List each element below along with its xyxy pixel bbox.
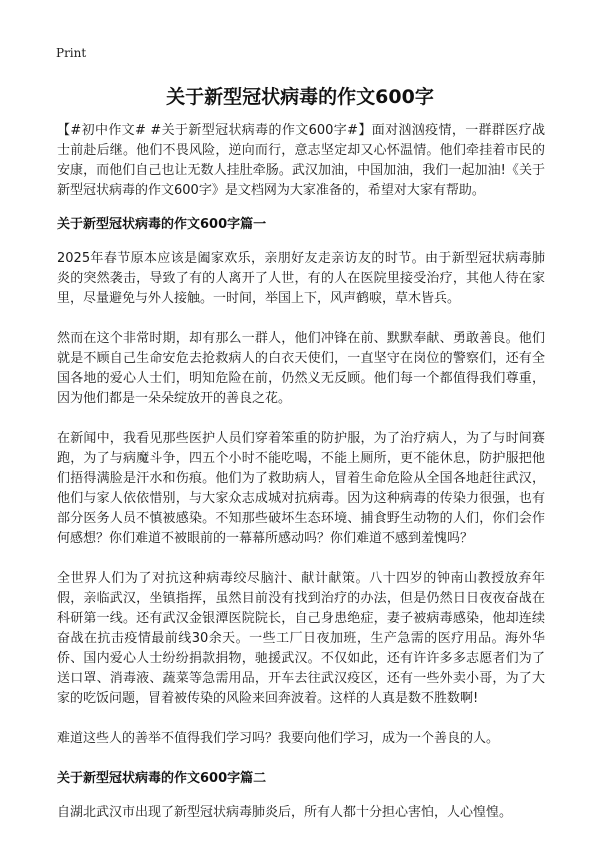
section-2-paragraph-1: 自湖北武汉市出现了新型冠状病毒肺炎后，所有人都十分担心害怕，人心惶惶。	[57, 805, 513, 820]
page-title: 关于新型冠状病毒的作文600字	[166, 86, 434, 108]
section-1-paragraph-3: 在新闻中，我看见那些医护人员们穿着笨重的防护服，为了治疗病人，为了与时间赛跑，为了与病魔斗争，四五个小时不能吃喝，不能上厕所，更不能休息，防护服把他们捂得满脸是汗水和伤痕。他们为了救助病人，冒着生命危险从全国各地赶往武汉，他们与家人依依惜别，与大家众志成城对抗病毒。因为这种病毒的传染力很强，也有部分医务人员不慎被感染。不知那些破坏生态环境、捕食野生动物的人们，你们会作何感想？你们难道不被眼前的一幕幕所感动吗？你们难道不感到羞愧吗？	[57, 431, 545, 546]
intro-paragraph: 【#初中作文# #关于新型冠状病毒的作文600字#】面对汹汹疫情，一群群医疗战士前赴后继。他们不畏风险，逆向而行，意志坚定却又心怀温情。他们牵挂着市民的安康，而他们自己也让无数人挂肚牵肠。武汉加油，中国加油，我们一起加油!《关于新型冠状病毒的作文600字》是文档网为大家准备的，希望对大家有帮助。	[57, 123, 545, 198]
section-2-heading: 关于新型冠状病毒的作文600字篇二	[57, 771, 267, 786]
article-body	[57, 121, 545, 843]
print-link[interactable]: Print	[56, 46, 87, 60]
section-1-paragraph-2: 然而在这个非常时期，却有那么一群人，他们冲锋在前、默默奉献、勇敢善良。他们就是不顾自己生命安危去抢救病人的白衣天使们，一直坚守在岗位的警察们，还有全国各地的爱心人士们，明知危险在前，仍然义无反顾。他们每一个都值得我们尊重，因为他们都是一朵朵绽放开的善良之花。	[57, 331, 545, 406]
section-1-paragraph-1: 2025年春节原本应该是阖家欢乐，亲朋好友走亲访友的时节。由于新型冠状病毒肺炎的突然袭击，导致了有的人离开了人世，有的人在医院里接受治疗，其他人待在家里，尽量避免与外人接触。一时间，举国上下，风声鹤唳，草木皆兵。	[57, 251, 545, 306]
section-1-paragraph-5: 难道这些人的善举不值得我们学习吗？我要向他们学习，成为一个善良的人。	[57, 731, 500, 746]
section-1-paragraph-4: 全世界人们为了对抗这种病毒绞尽脑汁、献计献策。八十四岁的钟南山教授放弃年假，亲临武汉，坐镇指挥，虽然目前没有找到治疗的办法，但是仍然日日夜夜奋战在科研第一线。还有武汉金银潭医院院长，自己身患绝症，妻子被病毒感染，他却连续奋战在抗击疫情最前线30余天。一些工厂日夜加班，生产急需的医疗用品。海外华侨、国内爱心人士纷纷捐款捐物，驰援武汉。不仅如此，还有许许多多志愿者们为了送口罩、消毒液、蔬菜等急需用品，开车去往武汉疫区，还有一些外卖小哥，为了大家的吃饭问题，冒着被传染的风险来回奔波着。这样的人真是数不胜数啊!	[57, 571, 545, 706]
section-1-heading: 关于新型冠状病毒的作文600字篇一	[57, 217, 267, 232]
